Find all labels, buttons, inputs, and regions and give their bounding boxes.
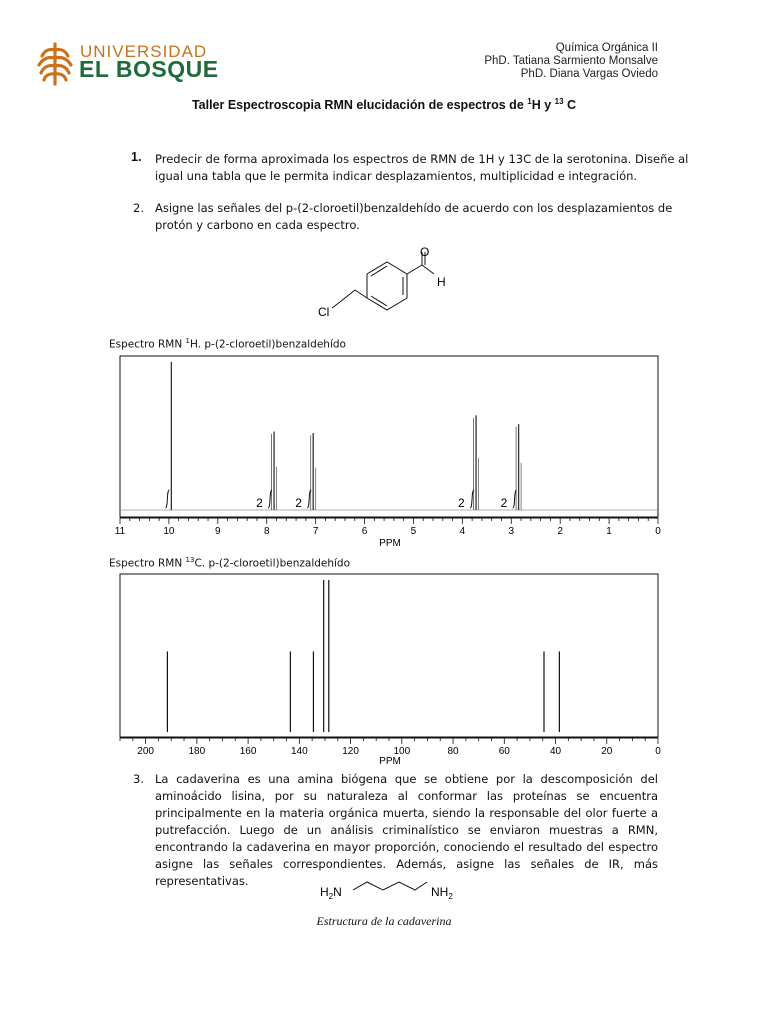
h-tick-label: 1 [606, 526, 612, 537]
h-integration-label: 2 [500, 496, 508, 510]
question-1-line-1: Predecir de forma aproximada los espectros de RMN de 1H y 13C de la serotonina. Diseñe al [155, 152, 689, 166]
h-tick-label: 6 [361, 526, 368, 537]
c-tick-label: 180 [188, 746, 206, 757]
c-tick-label: 100 [393, 746, 411, 757]
c-tick-label: 40 [549, 746, 562, 757]
h-tick-label: 3 [508, 526, 515, 537]
h-peak [474, 415, 479, 510]
question-1-number: 1. [131, 150, 142, 164]
c-tick-label: 200 [137, 746, 154, 757]
molecule-cadaverine [315, 876, 465, 906]
h-tick-label: 10 [163, 526, 175, 537]
h-tick-label: 4 [459, 526, 466, 537]
h-tick-label: 0 [655, 526, 661, 537]
carbon-chain [353, 882, 427, 890]
h-integration-label: 2 [256, 496, 263, 510]
logo-line2: EL BOSQUE [79, 56, 219, 82]
c-tick-label: 140 [290, 746, 308, 757]
course-name: Química Orgánica II [555, 42, 658, 54]
c-tick-label: 60 [498, 746, 510, 757]
oxygen-label: O [420, 245, 430, 259]
h-integral [165, 490, 169, 508]
spectrum-c-label: Espectro RMN $^{13}$C. p-(2-cloroetil)benzaldehído [109, 556, 351, 570]
h-nmr-frame [120, 356, 658, 517]
teacher-2: PhD. Diana Vargas Oviedo [520, 68, 658, 80]
hydrogen-label: H [437, 275, 446, 289]
h-tick-label: 9 [215, 526, 221, 537]
c-nmr-frame [120, 574, 658, 737]
h-peak [272, 432, 277, 510]
h-integration-label: 2 [458, 496, 465, 510]
h-tick-label: 5 [410, 526, 417, 537]
h-tick-label: 8 [263, 526, 270, 537]
question-2-number: 2. [133, 201, 144, 215]
c-tick-label: 0 [655, 746, 661, 757]
h-nmr-spectrum [105, 352, 670, 552]
c-tick-label: 80 [447, 746, 459, 757]
spectrum-h-label: Espectro RMN $^1$H. p-(2-cloroetil)benzaldehído [109, 337, 346, 351]
amine-left-label: $H_2N$ [320, 885, 342, 901]
h-tick-label: 11 [114, 526, 126, 537]
question-2-line-2: protón y carbono en cada espectro. [155, 218, 360, 232]
question-1-line-2: igual una tabla que le permita indicar desplazamientos, multiplicidad e integración. [155, 169, 638, 183]
c-tick-label: 120 [342, 746, 359, 757]
teacher-1: PhD. Tatiana Sarmiento Monsalve [484, 55, 658, 67]
h-tick-label: 7 [312, 526, 319, 537]
h-tick-label: 2 [557, 526, 563, 537]
chlorine-label: Cl [318, 305, 330, 319]
h-nmr-xlabel: PPM [379, 538, 401, 549]
amine-right-label: $NH_2$ [431, 885, 453, 901]
h-integration-label: 2 [295, 496, 302, 510]
c-tick-label: 160 [239, 746, 257, 757]
page-title: Taller Espectroscopia RMN elucidación de espectros de $^1$H y $^{13}$ C [191, 97, 577, 113]
question-3-number: 3. [133, 772, 144, 786]
molecule-p-2-chloroethyl-benzaldehyde [310, 244, 460, 320]
question-3-text: La cadaverina es una amina biógena que se obtiene por la descomposición del aminoácido lisina, por su naturaleza al conformar las proteínas se encuentra principalmente en la materia orgánica muerta, siendo la responsable del olor fuerte a putrefacción. Luego de un análisis criminalístico se enviaron muestras a RMN, encontrando la cadaverina en mayor proporción, conociendo el resultado del espectro asigne las señales correspondientes. Además, asigne las señales de IR, más representativas. [155, 772, 658, 888]
c-nmr-spectrum [105, 570, 670, 770]
cadaverine-caption: Estructura de la cadaverina [316, 914, 452, 928]
university-logo-icon [34, 40, 76, 88]
h-peak [516, 424, 521, 510]
logo-line1: UNIVERSIDAD [80, 42, 208, 61]
c-tick-label: 20 [601, 746, 613, 757]
h-peak [311, 433, 316, 510]
question-2-line-1: Asigne las señales del p-(2-cloroetil)benzaldehído de acuerdo con los desplazamientos de [155, 201, 673, 215]
c-nmr-xlabel: PPM [379, 756, 401, 767]
